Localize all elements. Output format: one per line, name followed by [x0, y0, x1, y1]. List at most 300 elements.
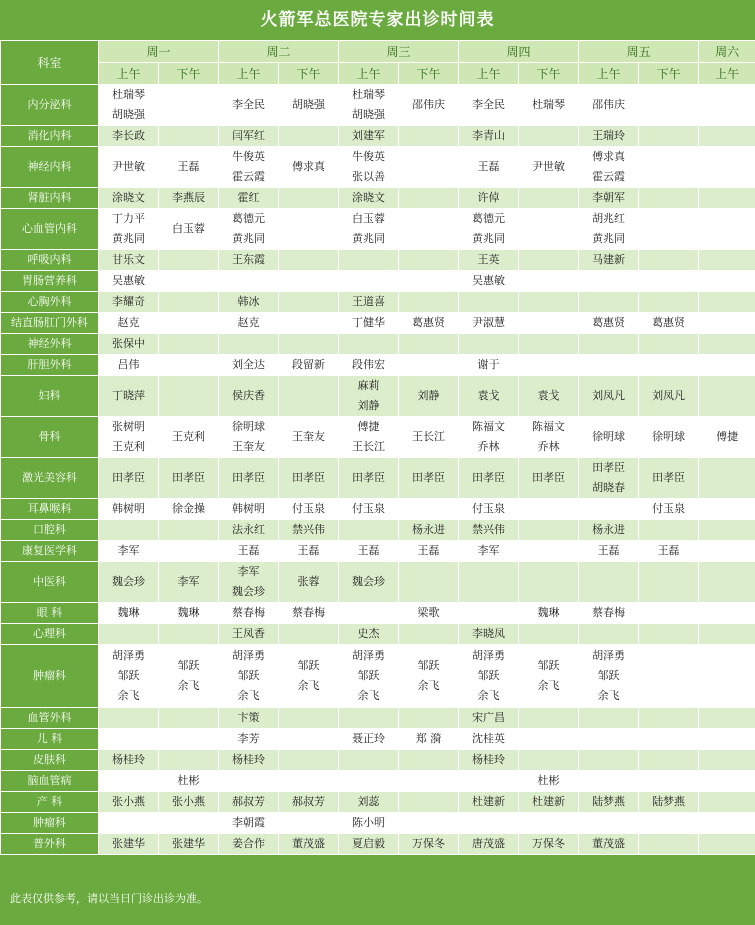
- doctor-name: 余飞: [357, 689, 380, 702]
- doctor-name: 杜瑞琴: [112, 88, 145, 101]
- schedule-cell: [459, 520, 519, 541]
- doctor-name: 郑 漪: [415, 732, 442, 745]
- schedule-cell: [399, 771, 459, 792]
- doctor-name: 余飞: [537, 679, 560, 692]
- schedule-cell: [519, 188, 579, 209]
- schedule-cell: [579, 376, 639, 417]
- schedule-cell: [579, 147, 639, 188]
- schedule-cell: [519, 624, 579, 645]
- schedule-cell: [639, 520, 699, 541]
- schedule-cell: [99, 458, 159, 499]
- schedule-cell: [339, 292, 399, 313]
- schedule-cell: [699, 541, 755, 562]
- doctor-name: 丁健华: [352, 316, 386, 329]
- doctor-name: 尹世敏: [532, 160, 566, 173]
- doctor-name: 田孝臣: [172, 471, 205, 484]
- schedule-cell: [339, 834, 399, 855]
- schedule-cell: [459, 624, 519, 645]
- doctor-name: 麻莉: [357, 379, 380, 392]
- schedule-cell: [159, 729, 219, 750]
- schedule-cell: [99, 624, 159, 645]
- schedule-cell: [459, 355, 519, 376]
- schedule-row: [1, 126, 755, 147]
- doctor-name: 黄兆同: [112, 232, 145, 245]
- doctor-name: 胡泽勇: [592, 649, 626, 662]
- doctor-name: 邹跃: [417, 659, 440, 672]
- schedule-cell: [399, 813, 459, 834]
- doctor-name: 刘静: [357, 399, 380, 412]
- schedule-cell: [159, 603, 219, 624]
- schedule-cell: [339, 541, 399, 562]
- schedule-cell: [579, 334, 639, 355]
- doctor-name: 葛德元: [472, 212, 506, 225]
- schedule-cell: [339, 813, 399, 834]
- schedule-cell: [639, 271, 699, 292]
- schedule-row: [1, 188, 755, 209]
- schedule-row: [1, 334, 755, 355]
- doctor-name: 万保冬: [412, 837, 446, 850]
- schedule-cell: [699, 85, 755, 126]
- period-header: 上午: [579, 63, 639, 85]
- schedule-cell: [339, 188, 399, 209]
- doctor-name: 李芳: [237, 732, 260, 745]
- schedule-cell: [519, 147, 579, 188]
- doctor-name: 王东霞: [232, 253, 266, 266]
- doctor-name: 胡晓强: [112, 108, 145, 121]
- schedule-cell: [339, 645, 399, 708]
- doctor-name: 谢于: [477, 358, 500, 371]
- doctor-name: 赵克: [237, 316, 260, 329]
- schedule-cell: [459, 708, 519, 729]
- doctor-name: 姜合作: [232, 837, 266, 850]
- schedule-cell: [159, 271, 219, 292]
- schedule-cell: [459, 562, 519, 603]
- schedule-cell: [339, 792, 399, 813]
- doctor-name: 余飞: [477, 689, 500, 702]
- schedule-cell: [219, 499, 279, 520]
- dept-name: 神经内科: [1, 147, 99, 188]
- schedule-cell: [219, 834, 279, 855]
- dept-name: 脑血管病: [1, 771, 99, 792]
- schedule-cell: [459, 458, 519, 499]
- doctor-name: 邹跃: [237, 669, 260, 682]
- schedule-cell: [339, 313, 399, 334]
- schedule-cell: [279, 541, 339, 562]
- doctor-name: 邹跃: [117, 669, 140, 682]
- dept-name: 眼 科: [1, 603, 99, 624]
- doctor-name: 李晓凤: [472, 627, 506, 640]
- schedule-cell: [219, 126, 279, 147]
- dept-name: 骨科: [1, 417, 99, 458]
- schedule-cell: [459, 313, 519, 334]
- schedule-cell: [459, 250, 519, 271]
- schedule-cell: [159, 458, 219, 499]
- schedule-cell: [579, 458, 639, 499]
- schedule-cell: [279, 126, 339, 147]
- period-header: 下午: [399, 63, 459, 85]
- doctor-name: 傅求真: [292, 160, 326, 173]
- schedule-cell: [579, 645, 639, 708]
- schedule-cell: [639, 376, 699, 417]
- doctor-name: 董茂盛: [292, 837, 326, 850]
- schedule-cell: [639, 771, 699, 792]
- doctor-name: 梁歌: [417, 606, 440, 619]
- schedule-cell: [459, 729, 519, 750]
- schedule-cell: [459, 813, 519, 834]
- schedule-cell: [339, 624, 399, 645]
- schedule-cell: [519, 750, 579, 771]
- schedule-cell: [699, 355, 755, 376]
- schedule-cell: [159, 562, 219, 603]
- schedule-cell: [699, 708, 755, 729]
- schedule-cell: [579, 313, 639, 334]
- doctor-name: 傅求真: [592, 150, 626, 163]
- schedule-cell: [99, 355, 159, 376]
- schedule-cell: [699, 771, 755, 792]
- schedule-cell: [339, 271, 399, 292]
- doctor-name: 张蓉: [297, 575, 320, 588]
- schedule-cell: [519, 562, 579, 603]
- doctor-name: 陈福文: [472, 420, 506, 433]
- schedule-cell: [99, 250, 159, 271]
- schedule-cell: [339, 355, 399, 376]
- schedule-cell: [699, 499, 755, 520]
- schedule-cell: [279, 458, 339, 499]
- schedule-cell: [519, 271, 579, 292]
- schedule-cell: [639, 792, 699, 813]
- schedule-cell: [579, 499, 639, 520]
- doctor-name: 侯庆香: [232, 389, 266, 402]
- schedule-row: [1, 250, 755, 271]
- schedule-cell: [699, 729, 755, 750]
- schedule-cell: [639, 334, 699, 355]
- doctor-name: 王道喜: [352, 295, 386, 308]
- schedule-cell: [519, 376, 579, 417]
- schedule-cell: [519, 708, 579, 729]
- schedule-cell: [159, 520, 219, 541]
- schedule-cell: [159, 355, 219, 376]
- doctor-name: 段伟宏: [352, 358, 386, 371]
- schedule-cell: [519, 458, 579, 499]
- schedule-cell: [279, 624, 339, 645]
- schedule-cell: [159, 292, 219, 313]
- schedule-cell: [159, 834, 219, 855]
- schedule-cell: [579, 188, 639, 209]
- doctor-name: 胡晓春: [592, 481, 626, 494]
- schedule-cell: [579, 85, 639, 126]
- schedule-cell: [219, 147, 279, 188]
- schedule-cell: [639, 562, 699, 603]
- doctor-name: 王长江: [412, 430, 446, 443]
- schedule-cell: [279, 85, 339, 126]
- schedule-cell: [339, 458, 399, 499]
- schedule-cell: [519, 541, 579, 562]
- schedule-cell: [99, 813, 159, 834]
- dept-name: 神经外科: [1, 334, 99, 355]
- schedule-cell: [519, 603, 579, 624]
- doctor-name: 刘凤凡: [652, 389, 686, 402]
- doctor-name: 闫军红: [232, 129, 266, 142]
- schedule-cell: [339, 376, 399, 417]
- schedule-cell: [459, 750, 519, 771]
- schedule-cell: [279, 834, 339, 855]
- schedule-cell: [99, 313, 159, 334]
- doctor-name: 葛惠贤: [652, 316, 686, 329]
- doctor-name: 王磊: [357, 544, 380, 557]
- schedule-cell: [399, 458, 459, 499]
- doctor-name: 乔林: [477, 440, 500, 453]
- schedule-cell: [219, 292, 279, 313]
- doctor-name: 邹跃: [357, 669, 380, 682]
- dept-name: 儿 科: [1, 729, 99, 750]
- schedule-cell: [639, 813, 699, 834]
- doctor-name: 胡泽勇: [352, 649, 386, 662]
- doctor-name: 田孝臣: [532, 471, 566, 484]
- schedule-row: [1, 708, 755, 729]
- schedule-cell: [699, 520, 755, 541]
- schedule-cell: [639, 417, 699, 458]
- schedule-cell: [639, 499, 699, 520]
- schedule-cell: [219, 458, 279, 499]
- schedule-cell: [99, 85, 159, 126]
- doctor-name: 陈小明: [352, 816, 386, 829]
- schedule-cell: [159, 126, 219, 147]
- schedule-cell: [399, 834, 459, 855]
- doctor-name: 王克利: [112, 440, 145, 453]
- dept-name: 激光美容科: [1, 458, 99, 499]
- schedule-cell: [99, 499, 159, 520]
- day-header: 周四: [459, 41, 579, 63]
- doctor-name: 王奎友: [292, 430, 326, 443]
- doctor-name: 田孝臣: [472, 471, 506, 484]
- period-header: 上午: [339, 63, 399, 85]
- doctor-name: 禁兴伟: [292, 523, 326, 536]
- schedule-cell: [579, 250, 639, 271]
- doctor-name: 付玉泉: [292, 502, 326, 515]
- schedule-cell: [459, 209, 519, 250]
- schedule-cell: [99, 209, 159, 250]
- doctor-name: 张建华: [112, 837, 145, 850]
- doctor-name: 付玉泉: [472, 502, 506, 515]
- schedule-cell: [99, 541, 159, 562]
- doctor-name: 牛俊英: [232, 150, 266, 163]
- schedule-cell: [279, 813, 339, 834]
- dept-name: 耳鼻喉科: [1, 499, 99, 520]
- schedule-row: [1, 813, 755, 834]
- day-header: 周三: [339, 41, 459, 63]
- schedule-cell: [519, 250, 579, 271]
- schedule-cell: [159, 313, 219, 334]
- doctor-name: 王克利: [172, 430, 205, 443]
- schedule-cell: [639, 729, 699, 750]
- schedule-cell: [519, 520, 579, 541]
- schedule-cell: [219, 209, 279, 250]
- schedule-cell: [159, 499, 219, 520]
- schedule-cell: [579, 603, 639, 624]
- schedule-row: [1, 147, 755, 188]
- doctor-name: 田孝臣: [232, 471, 266, 484]
- schedule-cell: [99, 520, 159, 541]
- schedule-cell: [639, 458, 699, 499]
- schedule-cell: [339, 417, 399, 458]
- doctor-name: 杨桂玲: [112, 753, 145, 766]
- schedule-cell: [399, 376, 459, 417]
- doctor-name: 刘蕊: [357, 795, 380, 808]
- schedule-row: [1, 520, 755, 541]
- schedule-cell: [579, 708, 639, 729]
- doctor-name: 吴惠敏: [472, 274, 506, 287]
- doctor-name: 葛惠贤: [592, 316, 626, 329]
- doctor-name: 霍云霞: [232, 170, 266, 183]
- dept-name: 皮肤科: [1, 750, 99, 771]
- schedule-cell: [639, 541, 699, 562]
- doctor-name: 霍红: [237, 191, 260, 204]
- schedule-cell: [519, 85, 579, 126]
- schedule-cell: [339, 708, 399, 729]
- schedule-row: [1, 499, 755, 520]
- schedule-row: [1, 355, 755, 376]
- doctor-name: 法永红: [232, 523, 266, 536]
- doctor-name: 许倬: [477, 191, 500, 204]
- schedule-cell: [579, 729, 639, 750]
- schedule-cell: [699, 624, 755, 645]
- doctor-name: 乔林: [537, 440, 560, 453]
- schedule-cell: [159, 376, 219, 417]
- schedule-cell: [159, 188, 219, 209]
- doctor-name: 胡兆红: [592, 212, 626, 225]
- schedule-cell: [339, 562, 399, 603]
- dept-name: 肿瘤科: [1, 813, 99, 834]
- doctor-name: 蔡春梅: [232, 606, 266, 619]
- schedule-cell: [159, 813, 219, 834]
- schedule-cell: [579, 292, 639, 313]
- doctor-name: 张树明: [112, 420, 145, 433]
- doctor-name: 尹淑慧: [472, 316, 506, 329]
- doctor-name: 魏会珍: [112, 575, 145, 588]
- schedule-cell: [279, 520, 339, 541]
- doctor-name: 李军: [177, 575, 200, 588]
- schedule-row: [1, 271, 755, 292]
- period-header: 上午: [219, 63, 279, 85]
- dept-name: 肝胆外科: [1, 355, 99, 376]
- doctor-name: 吴惠敏: [112, 274, 145, 287]
- period-header: 上午: [99, 63, 159, 85]
- schedule-cell: [579, 355, 639, 376]
- doctor-name: 郝叔芳: [232, 795, 266, 808]
- schedule-cell: [459, 85, 519, 126]
- schedule-cell: [699, 250, 755, 271]
- schedule-cell: [279, 771, 339, 792]
- schedule-cell: [459, 499, 519, 520]
- doctor-name: 刘凤凡: [592, 389, 626, 402]
- doctor-name: 余飞: [597, 689, 620, 702]
- doctor-name: 邹跃: [297, 659, 320, 672]
- doctor-name: 李青山: [472, 129, 506, 142]
- doctor-name: 段留新: [292, 358, 326, 371]
- schedule-cell: [159, 334, 219, 355]
- period-header: 下午: [639, 63, 699, 85]
- footer-note: 此表仅供参考，请以当日门诊出诊为准。: [10, 892, 208, 905]
- schedule-cell: [519, 499, 579, 520]
- schedule-cell: [399, 520, 459, 541]
- schedule-cell: [399, 603, 459, 624]
- doctor-name: 余飞: [417, 679, 440, 692]
- doctor-name: 邹跃: [177, 659, 200, 672]
- doctor-name: 霍云霞: [592, 170, 626, 183]
- schedule-cell: [99, 834, 159, 855]
- doctor-name: 张小燕: [112, 795, 145, 808]
- schedule-cell: [699, 376, 755, 417]
- schedule-cell: [519, 645, 579, 708]
- schedule-cell: [399, 85, 459, 126]
- schedule-cell: [399, 541, 459, 562]
- day-header: 周一: [99, 41, 219, 63]
- doctor-name: 史杰: [357, 627, 380, 640]
- schedule-cell: [639, 834, 699, 855]
- schedule-cell: [399, 250, 459, 271]
- schedule-cell: [279, 355, 339, 376]
- schedule-cell: [459, 417, 519, 458]
- doctor-name: 李全民: [232, 98, 266, 111]
- doctor-name: 王磊: [297, 544, 320, 557]
- dept-name: 呼吸内科: [1, 250, 99, 271]
- doctor-name: 田孝臣: [352, 471, 386, 484]
- schedule-cell: [399, 313, 459, 334]
- doctor-name: 杨永进: [592, 523, 626, 536]
- doctor-name: 禁兴伟: [472, 523, 506, 536]
- schedule-cell: [699, 750, 755, 771]
- doctor-name: 田孝臣: [292, 471, 326, 484]
- doctor-name: 胡晓强: [292, 98, 326, 111]
- schedule-cell: [219, 376, 279, 417]
- schedule-cell: [579, 834, 639, 855]
- schedule-row: [1, 85, 755, 126]
- doctor-name: 李耀奇: [112, 295, 145, 308]
- schedule-cell: [279, 313, 339, 334]
- doctor-name: 魏琳: [117, 606, 140, 619]
- schedule-cell: [639, 313, 699, 334]
- schedule-cell: [159, 792, 219, 813]
- dept-name: 肿瘤科: [1, 645, 99, 708]
- schedule-cell: [99, 188, 159, 209]
- schedule-cell: [339, 499, 399, 520]
- schedule-cell: [459, 645, 519, 708]
- schedule-cell: [339, 729, 399, 750]
- schedule-cell: [279, 499, 339, 520]
- schedule-cell: [339, 603, 399, 624]
- period-header: 上午: [459, 63, 519, 85]
- schedule-cell: [459, 792, 519, 813]
- schedule-cell: [219, 85, 279, 126]
- schedule-cell: [159, 147, 219, 188]
- doctor-name: 张小燕: [172, 795, 205, 808]
- doctor-name: 邵伟庆: [592, 98, 626, 111]
- dept-name: 产 科: [1, 792, 99, 813]
- schedule-cell: [159, 645, 219, 708]
- schedule-row: [1, 562, 755, 603]
- schedule-cell: [399, 708, 459, 729]
- schedule-row: [1, 603, 755, 624]
- doctor-name: 张建华: [172, 837, 205, 850]
- day-header: 周二: [219, 41, 339, 63]
- schedule-cell: [279, 708, 339, 729]
- schedule-cell: [519, 209, 579, 250]
- schedule-cell: [99, 750, 159, 771]
- schedule-row: [1, 645, 755, 708]
- doctor-name: 陈福文: [532, 420, 566, 433]
- schedule-cell: [639, 209, 699, 250]
- schedule-cell: [459, 334, 519, 355]
